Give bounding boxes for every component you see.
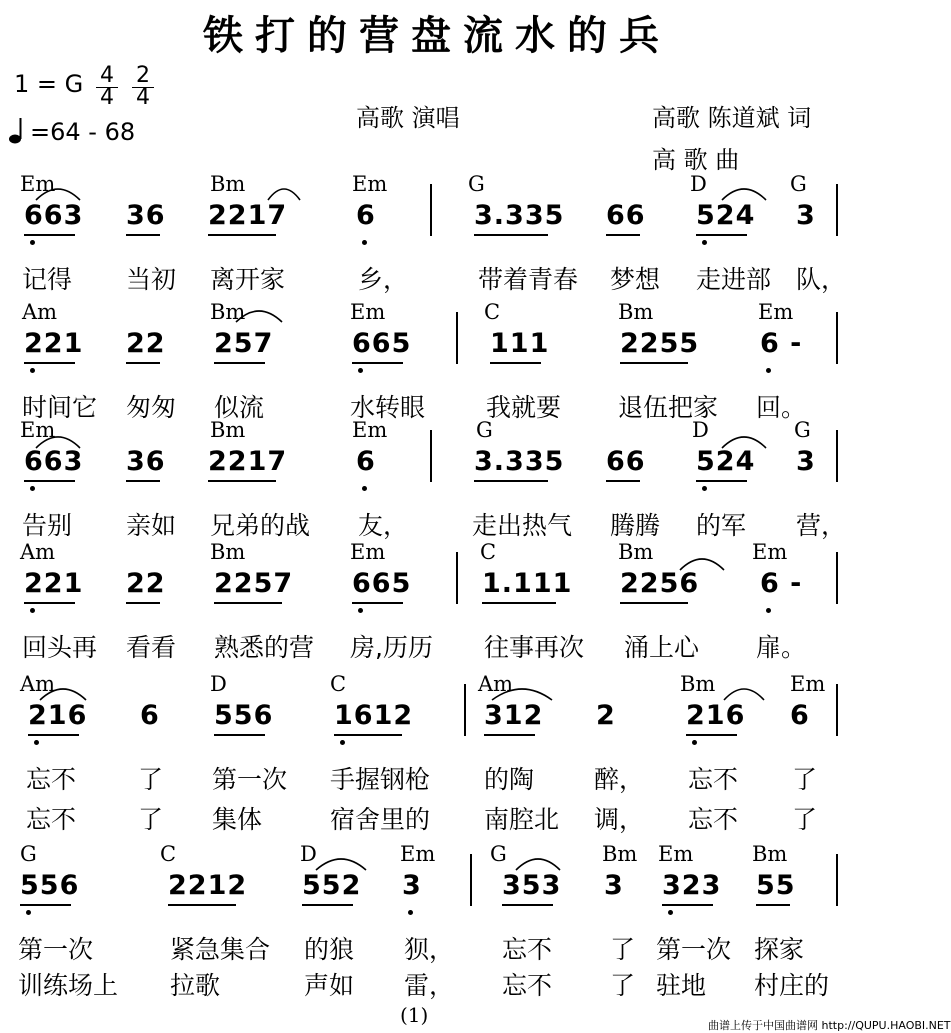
chord-symbol: Bm [210,418,246,442]
note-group: 6 - [760,568,803,599]
lyric-text: 的狼 [304,935,355,964]
chord-symbol: Am [20,672,56,696]
lyric-text: 走进部 [696,265,772,294]
note-group: 1612 [334,700,414,731]
lyric-text: 房,历历 [350,633,433,662]
chord-symbol: Em [658,842,694,866]
note-group: 22 [126,328,166,359]
lyric-text-verse2: 南腔北 [484,805,560,834]
chord-symbol: D [210,672,227,696]
note-group: 216 [686,700,746,731]
note-group: 3.335 [474,446,565,477]
tie-arc [40,689,86,700]
note-group: 6 [140,700,160,731]
chord-symbol: Bm [210,540,246,564]
tie-arc [724,689,764,700]
chord-symbol: C [330,672,347,696]
tie-arc [236,311,282,322]
note-group: 3 [604,870,624,901]
note-group: 2217 [208,446,288,477]
note-group: 22 [126,568,166,599]
song-title: 铁打的营盘流水的兵 [203,13,671,59]
chord-symbol: Em [790,672,826,696]
lyric-text: 了 [138,765,164,794]
note-group: 353 [502,870,562,901]
lyric-text: 我就要 [486,393,562,422]
lyric-text-verse2: 调， [594,805,645,834]
chord-symbol: Am [478,672,514,696]
note-group: 1.111 [482,568,573,599]
lyric-text: 带着青春 [478,265,579,294]
chord-symbol: Bm [602,842,638,866]
lyric-text: 友， [358,511,409,540]
lyric-text: 腾腾 [610,511,661,540]
time-sig-numerator: 4 [100,63,114,88]
lyric-text: 狈， [404,935,455,964]
note-group: 556 [214,700,274,731]
lyric-text: 第一次 [212,765,288,794]
chord-symbol: Bm [680,672,716,696]
time-sig-numerator: 2 [136,63,150,88]
lyric-text: 退伍把家 [618,393,719,422]
note-group: 6 [790,700,810,731]
note-group: 663 [24,200,84,231]
note-group: 2255 [620,328,700,359]
lyric-text-verse2: 了 [138,805,164,834]
lyric-text: 队， [796,265,847,294]
lyric-text: 回头再 [22,633,98,662]
chord-symbol: Bm [752,842,788,866]
lyric-text: 时间它 [22,393,98,422]
lyric-text-verse2: 训练场上 [18,971,119,1000]
note-group: 665 [352,568,412,599]
lyric-text: 兄弟的战 [210,511,311,540]
note-group: 3 [796,446,816,477]
note-group: 216 [28,700,88,731]
note-group: 66 [606,446,646,477]
note-group: 36 [126,446,166,477]
site-footer: 曲谱上传于中国曲谱网 http://QUPU.HAOBI.NET [708,1019,951,1032]
lyric-text-verse2: 了 [792,805,818,834]
lyric-text: 扉。 [756,633,807,662]
lyric-text-verse2: 驻地 [656,971,707,1000]
lyric-text-verse2: 雷， [404,971,455,1000]
lyric-text: 紧急集合 [170,935,271,964]
note-group: 221 [24,568,84,599]
chord-symbol: C [480,540,497,564]
lyric-text: 亲如 [126,511,177,540]
lyric-text: 走出热气 [472,511,573,540]
note-group: 6 [356,446,376,477]
lyric-text: 往事再次 [484,633,585,662]
lyric-text: 的陶 [484,765,535,794]
note-group: 665 [352,328,412,359]
lyric-text-verse2: 忘不 [502,971,553,1000]
lyric-text: 醉， [594,765,645,794]
chord-symbol: D [300,842,317,866]
chord-symbol: C [160,842,177,866]
tie-arc [316,859,366,870]
lyric-text-verse2: 了 [610,971,636,1000]
note-group: 524 [696,200,756,231]
note-group: 2256 [620,568,700,599]
chord-symbol: Em [20,172,56,196]
lyric-text: 水转眼 [350,393,426,422]
chord-symbol: C [484,300,501,324]
chord-symbol: D [690,172,707,196]
lyric-text-verse2: 忘不 [26,805,77,834]
lyric-text: 营， [796,511,847,540]
lyric-text: 告别 [22,511,73,540]
composer-credit: 高 歌 曲 [652,146,740,174]
tie-arc [492,689,552,700]
lyric-text: 记得 [22,265,73,294]
key-signature: 1 = G [14,70,84,98]
lyric-text: 第一次 [18,935,94,964]
chord-symbol: Am [20,540,56,564]
tie-arc [36,189,80,200]
chord-symbol: Em [752,540,788,564]
note-group: 323 [662,870,722,901]
chord-symbol: Bm [210,300,246,324]
chord-symbol: Bm [618,300,654,324]
page-number: (1) [400,1003,429,1027]
lyric-text: 了 [610,935,636,964]
note-group: 221 [24,328,84,359]
note-group: 3.335 [474,200,565,231]
lyric-text-verse2: 集体 [212,805,263,834]
lyric-text: 手握钢枪 [330,765,431,794]
lyric-text: 探家 [754,935,805,964]
chord-symbol: G [794,418,811,442]
chord-symbol: Bm [210,172,246,196]
tie-arc [516,859,560,870]
lyric-text: 涌上心 [624,633,700,662]
note-group: 6 [356,200,376,231]
lyric-text: 乡， [358,265,409,294]
chord-symbol: G [468,172,485,196]
note-group: 3 [402,870,422,901]
chord-symbol: G [490,842,507,866]
chord-symbol: Em [758,300,794,324]
lyricist-credit: 高歌 陈道斌 词 [652,104,812,132]
lyric-text: 当初 [126,265,177,294]
tie-arc [36,437,80,448]
note-group: 66 [606,200,646,231]
note-group: 55 [756,870,796,901]
tie-arc [268,189,300,200]
time-sig-denominator: 4 [100,85,114,110]
chord-symbol: Em [400,842,436,866]
lyric-text: 看看 [126,633,177,662]
tie-arc [680,559,724,570]
lyric-text: 梦想 [610,265,661,294]
lyric-text: 熟悉的营 [214,633,315,662]
lyric-text: 的军 [696,511,747,540]
tie-arc [722,189,766,200]
chord-symbol: G [476,418,493,442]
note-group: 663 [24,446,84,477]
lyric-text-verse2: 忘不 [688,805,739,834]
chord-symbol: Em [350,300,386,324]
tempo-marking: =64 - 68 [30,118,136,146]
note-group: 2212 [168,870,248,901]
chord-symbol: G [790,172,807,196]
note-group: 556 [20,870,80,901]
note-group: 524 [696,446,756,477]
tie-arc [722,437,766,448]
note-group: 6 - [760,328,803,359]
lyric-text: 回。 [756,393,807,422]
lyric-text-verse2: 拉歌 [170,971,221,1000]
note-group: 36 [126,200,166,231]
lyric-text: 忘不 [502,935,553,964]
lyric-text-verse2: 声如 [304,971,355,1000]
note-group: 257 [214,328,274,359]
chord-symbol: G [20,842,37,866]
singer-credit: 高歌 演唱 [356,104,460,132]
chord-symbol: Am [22,300,58,324]
note-group: 2 [596,700,616,731]
chord-symbol: Em [20,418,56,442]
lyric-text: 匆匆 [126,393,177,422]
lyric-text: 忘不 [26,765,77,794]
chord-symbol: Em [352,172,388,196]
note-group: 2217 [208,200,288,231]
lyric-text: 忘不 [688,765,739,794]
chord-symbol: Bm [618,540,654,564]
lyric-text: 似流 [214,393,265,422]
lyric-text-verse2: 村庄的 [754,971,830,1000]
note-group: 2257 [214,568,294,599]
lyric-text: 离开家 [210,265,286,294]
chord-symbol: Em [352,418,388,442]
note-group: 552 [302,870,362,901]
lyric-text-verse2: 宿舍里的 [330,805,431,834]
chord-symbol: Em [350,540,386,564]
chord-symbol: D [692,418,709,442]
note-group: 312 [484,700,544,731]
note-group: 3 [796,200,816,231]
lyric-text: 第一次 [656,935,732,964]
note-group: 111 [490,328,550,359]
lyric-text: 了 [792,765,818,794]
time-sig-denominator: 4 [136,85,150,110]
